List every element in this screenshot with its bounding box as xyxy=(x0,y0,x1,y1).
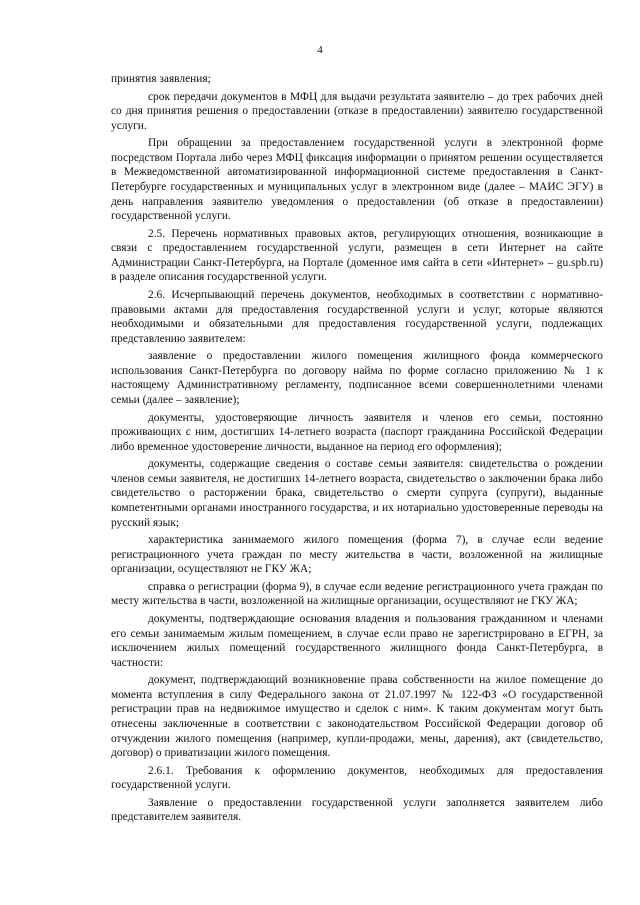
paragraph: 2.6. Исчерпывающий перечень документов, необходимых в соответствии с нормативно-правовыми актами для предоставления государственной услуги и услуг, которые являются необходимыми и обязательными для предоставления государственной услуги, подлежащих представлению заявителем: xyxy=(111,289,603,345)
paragraph: заявление о предоставлении жилого помещения жилищного фонда коммерческого использования Санкт-Петербурга по договору найма по форме согласно приложению № 1 к настоящему Административному регламенту, подписанное всеми совершеннолетними членами семьи (далее – заявление); xyxy=(111,350,603,406)
paragraph: документы, подтверждающие основания владения и пользования гражданином и членами его семьи занимаемым жилым помещением, в случае если право не зарегистрировано в ЕГРН, за исключением жилых помещений государственного жилищного фонда Санкт-Петербурга, в частности: xyxy=(111,613,603,669)
paragraph: документы, содержащие сведения о составе семьи заявителя: свидетельства о рождении членов семьи заявителя, не достигших 14-летнего возраста, свидетельство о заключении брака либо свидетельство о расторжении брака, свидетельство о смерти супруга (супруги), выданные компетентными органами иностранного государства, и их нотариально удостоверенные переводы на русский язык; xyxy=(111,458,603,529)
paragraph: характеристика занимаемого жилого помещения (форма 7), в случае если ведение регистрационного учета граждан по месту жительства в части, возложенной на жилищные организации, осуществляют не ГКУ ЖА; xyxy=(111,534,603,576)
page-number: 4 xyxy=(317,44,323,56)
paragraph: принятия заявления; xyxy=(111,73,211,85)
paragraph: срок передачи документов в МФЦ для выдачи результата заявителю – до трех рабочих дней со дня принятия решения о предоставлении (отказе в предоставлении) заявителю государственной услуги. xyxy=(111,90,603,132)
paragraph: справка о регистрации (форма 9), в случае если ведение регистрационного учета граждан по месту жительства в части, возложенной на жилищные организации, осуществляют не ГКУ ЖА; xyxy=(111,580,603,608)
paragraph: При обращении за предоставлением государственной услуги в электронной форме посредством Портала либо через МФЦ фиксация информации о принятом решении осуществляется в Межведомственной автоматизированной информационной системе предоставления в Санкт-Петербурге государственных и муниципальных услуг в электронном виде (далее – МАИС ЭГУ) в день направления заявителю уведомления о предоставлении (об отказе в предоставлении) государственной услуги. xyxy=(111,137,603,223)
paragraph: 2.6.1. Требования к оформлению документов, необходимых для предоставления государственной услуги. xyxy=(111,764,603,792)
paragraph: 2.5. Перечень нормативных правовых актов, регулирующих отношения, возникающие в связи с предоставлением государственной услуги, размещен в сети Интернет на сайте Администрации Санкт-Петербурга, на Портале (доменное имя сайта в сети «Интернет» – gu.spb.ru) в разделе описания государственной услуги. xyxy=(111,227,603,284)
paragraph: Заявление о предоставлении государственной услуги заполняется заявителем либо представителем заявителя. xyxy=(111,796,603,824)
paragraph: документы, удостоверяющие личность заявителя и членов его семьи, постоянно проживающих с ним, достигших 14-летнего возраста (паспорт гражданина Российской Федерации либо временное удостоверение личности, выданное на период его оформления); xyxy=(111,411,603,453)
paragraph: документ, подтверждающий возникновение права собственности на жилое помещение до момента вступления в силу Федерального закона от 21.07.1997 № 122-ФЗ «О государственной регистрации прав на недвижимое имущество и сделок с ним». К таким документам могут быть отнесены заключенные в соответствии с законодательством Российской Федерации договор об отчуждении жилого помещения (например, купли-продажи, мены, дарения), акт (свидетельство, договор) о приватизации жилого помещения. xyxy=(111,674,603,760)
document-body xyxy=(111,72,603,828)
